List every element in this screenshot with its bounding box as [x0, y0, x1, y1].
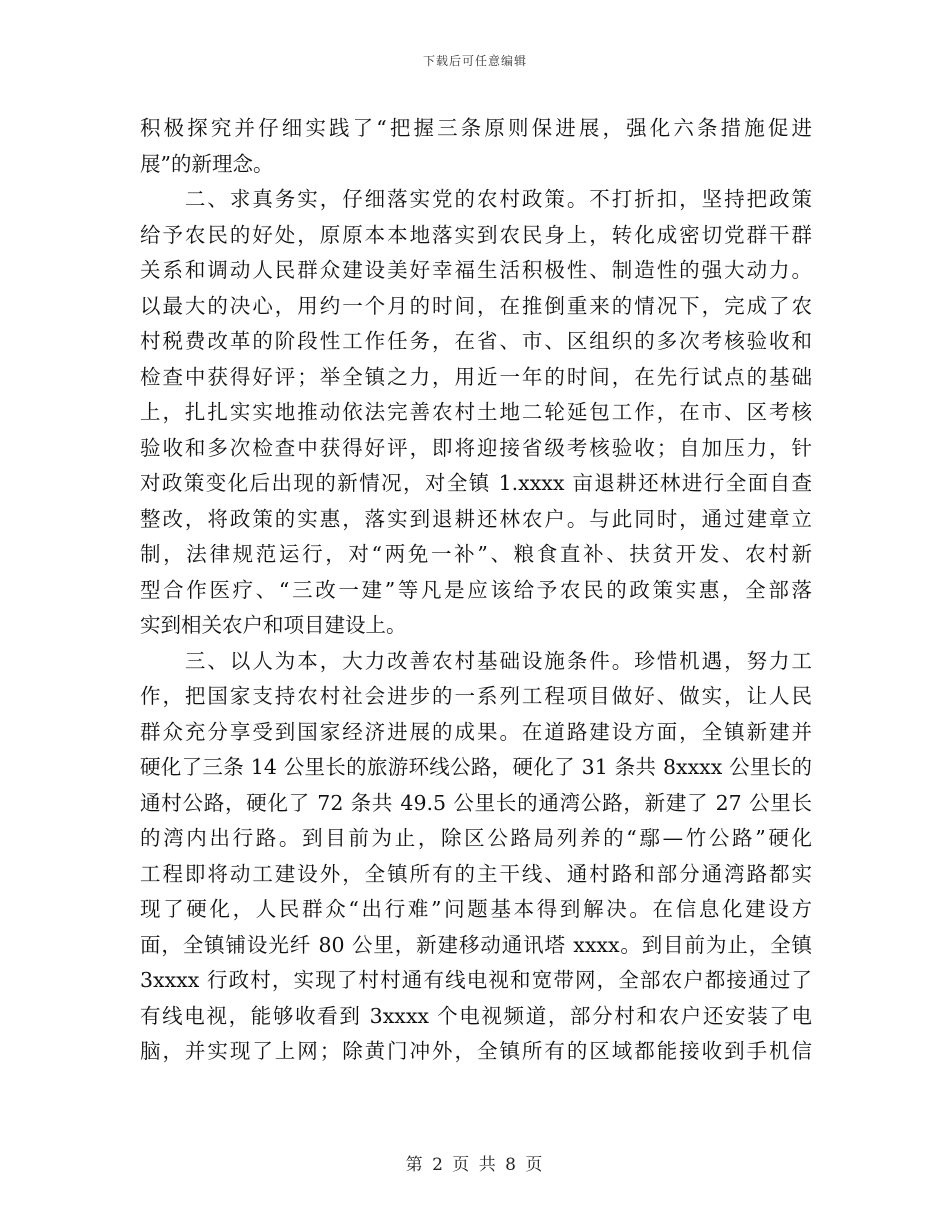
text-line: 村税费改革的阶段性工作任务，在省、市、区组织的多次考核验收和 — [140, 329, 812, 353]
text-line: 对政策变化后出现的新情况，对全镇 1.xxxx 亩退耕还林进行全面自查 — [140, 471, 812, 495]
text-line: 工程即将动工建设外，全镇所有的主干线、通村路和部分通湾路都实 — [140, 861, 812, 886]
text-line: 作，把国家支持农村社会进步的一系列工程项目做好、做实，让人民 — [140, 684, 812, 708]
page-header: 下载后可任意编辑 — [422, 54, 527, 68]
text-line: 型合作医疗、“三改一建”等凡是应该给予农民的政策实惠，全部落 — [140, 577, 812, 602]
text-line: 现了硬化，人民群众“出行难”问题基本得到解决。在信息化建设方 — [140, 897, 812, 921]
text-line: 通村公路，硬化了 72 条共 49.5 公里长的通湾公路，新建了 27 公里长 — [140, 790, 812, 815]
text-line: 上，扎扎实实地推动依法完善农村土地二轮延包工作，在市、区考核 — [140, 400, 812, 424]
text-line: 验收和多次检查中获得好评，即将迎接省级考核验收；自加压力，针 — [140, 435, 812, 460]
text-line: 实到相关农户和项目建设上。 — [140, 613, 407, 637]
text-line: 给予农民的好处，原原本本地落实到农民身上，转化成密切党群干群 — [140, 222, 812, 247]
page-number-footer: 第 2 页 共 8 页 — [405, 1155, 545, 1175]
text-line: 3xxxx 行政村，实现了村村通有线电视和宽带网，全部农户都接通过了 — [140, 968, 812, 992]
text-line: 展”的新理念。 — [140, 151, 274, 176]
text-line: 制，法律规范运行，对“两免一补”、粮食直补、扶贫开发、农村新 — [140, 542, 812, 566]
text-line: 的湾内出行路。到目前为止，除区公路局列养的“鄢—竹公路”硬化 — [140, 826, 812, 850]
document-body — [140, 111, 812, 1070]
text-line: 检查中获得好评；举全镇之力，用近一年的时间，在先行试点的基础 — [140, 364, 812, 389]
text-line: 有线电视，能够收看到 3xxxx 个电视频道，部分村和农户还安装了电 — [140, 1003, 812, 1028]
text-line: 硬化了三条 14 公里长的旅游环线公路，硬化了 31 条共 8xxxx 公里长的 — [140, 755, 812, 779]
text-line: 二、求真务实，仔细落实党的农村政策。不打折扣，坚持把政策 — [140, 187, 812, 211]
text-line: 面，全镇铺设光纤 80 公里，新建移动通讯塔 xxxx。到目前为止，全镇 — [140, 932, 812, 957]
text-line: 关系和调动人民群众建设美好幸福生活积极性、制造性的强大动力。 — [140, 258, 812, 282]
text-line: 群众充分享受到国家经济进展的成果。在道路建设方面，全镇新建并 — [140, 719, 812, 744]
text-line: 整改，将政策的实惠，落实到退耕还林农户。与此同时，通过建章立 — [140, 506, 812, 531]
text-line: 脑，并实现了上网；除黄门冲外，全镇所有的区域都能接收到手机信 — [140, 1039, 812, 1063]
text-line: 积极探究并仔细实践了“把握三条原则保进展，强化六条措施促进 — [140, 116, 812, 140]
text-line: 三、以人为本，大力改善农村基础设施条件。珍惜机遇，努力工 — [140, 648, 812, 673]
text-line: 以最大的决心，用约一个月的时间，在推倒重来的情况下，完成了农 — [140, 293, 812, 318]
